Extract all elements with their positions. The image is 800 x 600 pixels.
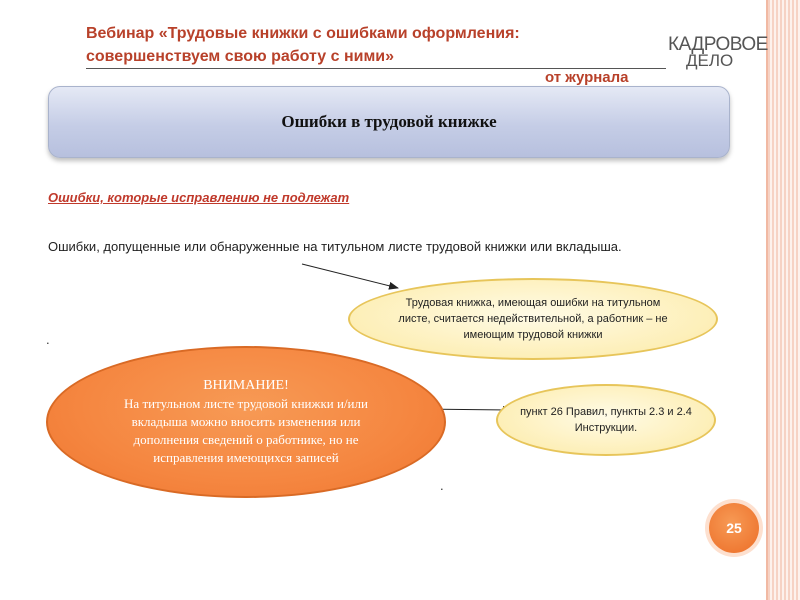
section-body-text: Ошибки, допущенные или обнаруженные на титульном листе трудовой книжки или вкладыша. xyxy=(48,239,622,254)
logo-line1: КАДРОВОЕ xyxy=(668,34,768,55)
page-number-badge: 25 xyxy=(709,503,759,553)
kadrovoe-delo-logo xyxy=(668,34,768,74)
reference-callout xyxy=(496,384,716,456)
section-subheading: Ошибки, которые исправлению не подлежат xyxy=(48,190,350,205)
arrow-to-invalid-callout xyxy=(302,264,398,288)
webinar-title xyxy=(86,22,666,68)
webinar-title-line1: Вебинар «Трудовые книжки с ошибками оформления: xyxy=(86,25,520,42)
invalid-book-callout xyxy=(348,278,718,360)
right-decorative-band xyxy=(768,0,800,600)
topic-banner xyxy=(48,86,730,158)
attention-heading: ВНИМАНИЕ! xyxy=(203,378,289,393)
bullet-dot: . xyxy=(440,478,444,493)
attention-callout xyxy=(46,346,446,498)
attention-text: На титульном листе трудовой книжки и/или вкладыша можно вносить изменения или дополнения сведений о работнике, но не исправления имеющихся записей xyxy=(124,396,368,465)
invalid-book-callout-text: Трудовая книжка, имеющая ошибки на титульном листе, считается недействительной, а работник – не имеющим трудовой книжки xyxy=(398,297,668,341)
banner-title: Ошибки в трудовой книжке xyxy=(281,112,497,131)
from-journal-label: от журнала xyxy=(545,69,629,86)
bullet-dot: . xyxy=(46,332,50,347)
logo-line2: ДЕЛО xyxy=(686,51,734,70)
webinar-title-line2: совершенствуем свою работу с ними» xyxy=(86,48,395,65)
reference-callout-text: пункт 26 Правил, пункты 2.3 и 2.4 Инструкции. xyxy=(520,406,692,434)
